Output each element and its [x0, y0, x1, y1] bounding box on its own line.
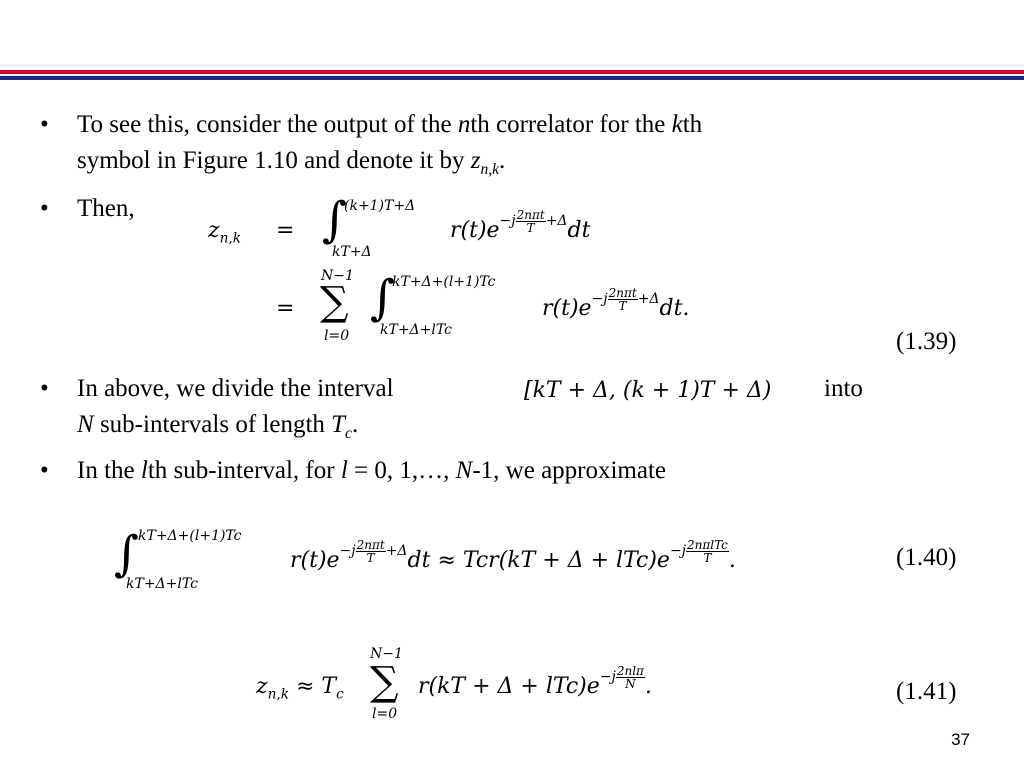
summation-sign: ∑ — [320, 279, 349, 325]
eq139-int2-upper: kT+Δ+(l+1)Tc — [392, 274, 496, 290]
equation-number-1-41: (1.41) — [896, 678, 957, 705]
bullet-1-line-1: To see this, consider the output of the nth correlator for the kth — [77, 111, 703, 138]
eq139-int1-body: $r(t)e^{-j \frac{\text{2nπt}}{T} +\Delta}dt$ — [450, 207, 591, 243]
header-rule-blue — [0, 76, 1024, 80]
bullet-marker: • — [40, 375, 49, 402]
integral-sign: ∫ — [322, 192, 348, 248]
integral-sign: ∫ — [114, 526, 140, 582]
bullet-2-text: Then, — [77, 195, 135, 222]
bullet-1-line-2: symbol in Figure 1.10 and denote it by $z_{n,k}$. — [77, 147, 506, 178]
equation-number-1-39: (1.39) — [896, 328, 957, 355]
eq139-equals-2: = — [276, 296, 295, 321]
eq139-sum-upper: N−1 — [321, 268, 354, 284]
eq141-body: $r(kT + \Delta + lTc)e^{-j \frac{\text{2nlπ}}{N}}$ . — [418, 663, 652, 699]
equation-number-1-40: (1.40) — [896, 544, 957, 571]
eq139-lhs: $z_{n,k}$ — [208, 218, 241, 247]
eq139-sum-lower: l=0 — [324, 328, 350, 344]
header-rule-red — [0, 70, 1024, 74]
eq140-int-lower: kT+Δ+lTc — [126, 576, 198, 592]
bullet-3-into: into — [824, 375, 863, 402]
integral-sign: ∫ — [370, 270, 396, 326]
summation-sign: ∑ — [370, 659, 399, 705]
bullet-marker: • — [40, 195, 49, 222]
eq139-equals-1: = — [276, 218, 295, 243]
bullet-marker: • — [40, 457, 49, 484]
eq139-int1-upper: (k+1)T+Δ — [344, 198, 416, 214]
eq141-lhs: $z_{n,k} \approx T_c$ — [256, 674, 344, 703]
bullet-3-line-1: In above, we divide the interval — [77, 375, 394, 402]
eq140-int-upper: kT+Δ+(l+1)Tc — [138, 528, 242, 544]
eq141-sum-upper: N−1 — [370, 646, 403, 662]
bullet-3-line-2: N sub-intervals of length $T_c$. — [77, 411, 359, 442]
page-number: 37 — [951, 730, 970, 749]
eq139-int2-lower: kT+Δ+lTc — [380, 322, 452, 338]
interval-expression: [kT + Δ, (k + 1)T + Δ) — [524, 378, 772, 403]
bullet-marker: • — [40, 111, 49, 138]
eq139-int2-body: $r(t)e^{-j \frac{\text{2nπt}}{T} +\Delta}dt$. — [542, 285, 690, 321]
eq141-sum-lower: l=0 — [372, 706, 398, 722]
eq139-int1-lower: kT+Δ — [332, 244, 372, 260]
bullet-4-text: In the lth sub-interval, for l = 0, 1,…, N-1, we approximate — [77, 457, 667, 484]
eq140-body: $r(t)e^{-j \frac{\text{2nπt}}{T} +\Delta}dt \approx Tcr(kT + \Delta + lTc)e^{-j \frac{\text{2nπlTc}}{T}}$ . — [290, 537, 736, 573]
